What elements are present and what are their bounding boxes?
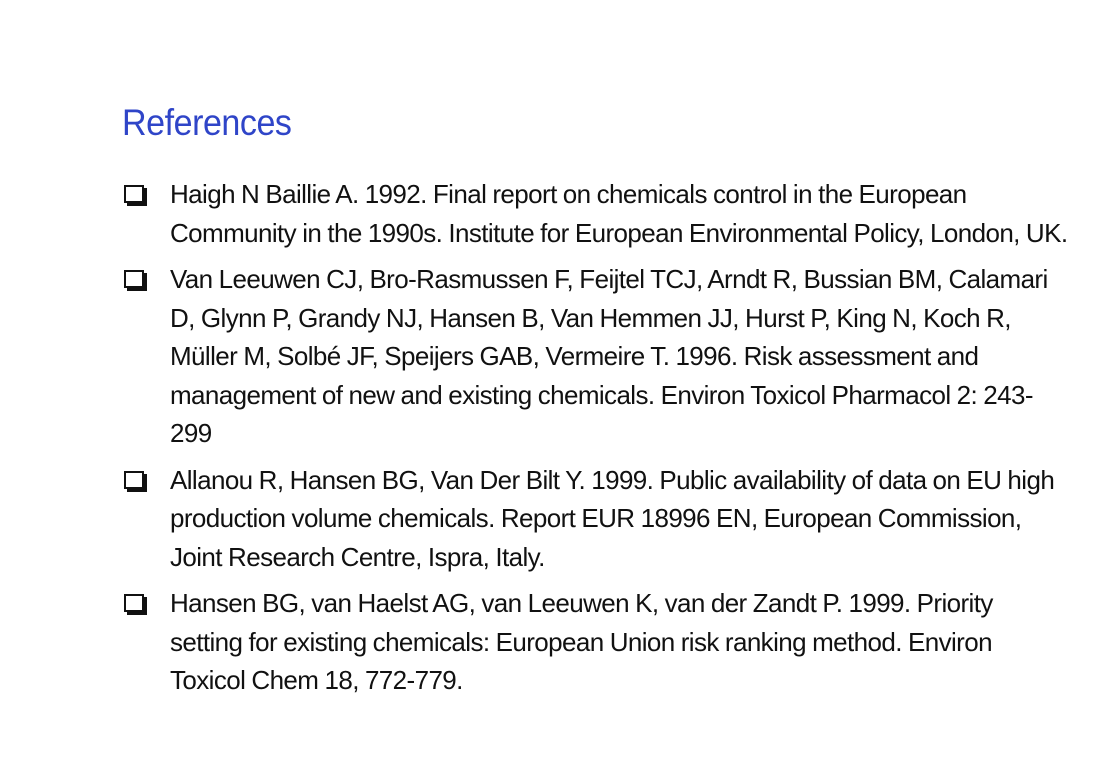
reference-text: Allanou R, Hansen BG, Van Der Bilt Y. 1999. Public availability of data on EU high production volume chemicals. Report EUR 18996 EN, European Commission, Joint Research Centre, Ispra, Italy. bbox=[170, 464, 1055, 572]
reference-text: Hansen BG, van Haelst AG, van Leeuwen K, van der Zandt P. 1999. Priority setting for existing chemicals: European Union risk ranking method. Environ Toxicol Chem 18, 772-779. bbox=[170, 588, 993, 695]
hollow-square-bullet-icon bbox=[124, 185, 144, 203]
reference-text: Haigh N Baillie A. 1992. Final report on chemicals control in the European Community in the 1990s. Institute for European Environmental Policy, London, UK. bbox=[170, 179, 1068, 248]
hollow-square-bullet-icon bbox=[124, 594, 144, 612]
list-item bbox=[122, 461, 1062, 577]
list-item bbox=[122, 260, 1062, 453]
hollow-square-bullet-icon bbox=[124, 270, 144, 288]
hollow-square-bullet-icon bbox=[124, 471, 144, 489]
reference-text: Van Leeuwen CJ, Bro-Rasmussen F, Feijtel TCJ, Arndt R, Bussian BM, Calamari D, Glynn P, Grandy NJ, Hansen B, Van Hemmen JJ, Hurst P, King N, Koch R, Müller M, Solbé JF, Speijers GAB, Vermeire T. 1996. Risk assessment and management of new and existing chemicals. Environ Toxicol Pharmacol 2: 243-299 bbox=[170, 264, 1048, 448]
page-title: References bbox=[122, 102, 292, 143]
list-item bbox=[122, 175, 1068, 252]
reference-list bbox=[122, 175, 1068, 708]
list-item bbox=[122, 584, 1062, 700]
